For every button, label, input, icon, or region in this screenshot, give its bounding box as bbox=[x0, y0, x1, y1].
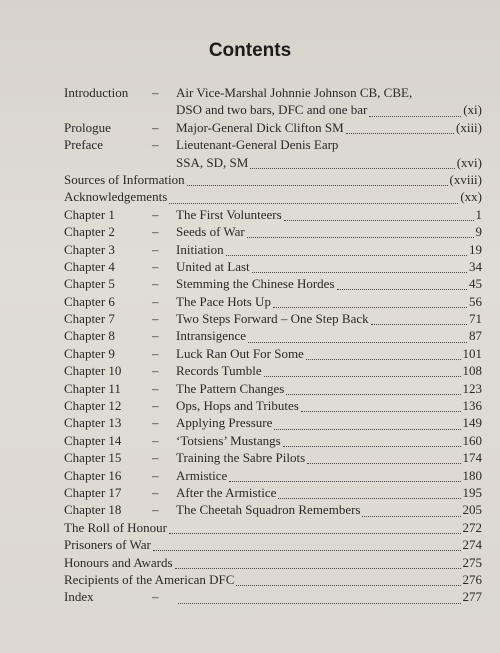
chapter-page: 108 bbox=[462, 363, 482, 379]
chapter-label: Chapter 3 bbox=[64, 241, 115, 257]
chapter-page: 101 bbox=[462, 345, 482, 361]
toc-entry-acknowledgements bbox=[64, 188, 482, 205]
dot-leader bbox=[362, 508, 460, 517]
toc-entry-chapter bbox=[64, 293, 482, 310]
chapter-label: Chapter 13 bbox=[64, 415, 122, 431]
chapter-page: 1 bbox=[475, 206, 482, 222]
chapter-dash: – bbox=[152, 311, 159, 327]
toc-entry-chapter bbox=[64, 223, 482, 240]
toc-entry-chapter bbox=[64, 414, 482, 431]
entry-dash: – bbox=[152, 137, 159, 153]
chapter-dash: – bbox=[152, 328, 159, 344]
chapter-page: 136 bbox=[462, 398, 482, 414]
chapter-page: 195 bbox=[462, 484, 482, 500]
entry-label: Index bbox=[64, 589, 94, 605]
chapter-page: 19 bbox=[469, 241, 482, 257]
entry-dash: – bbox=[152, 85, 159, 100]
dot-leader bbox=[250, 160, 454, 169]
toc-entry-chapter bbox=[64, 241, 482, 258]
dot-leader bbox=[284, 212, 474, 221]
chapter-dash: – bbox=[152, 450, 159, 466]
chapter-dash: – bbox=[152, 363, 159, 379]
chapter-label: Chapter 14 bbox=[64, 432, 122, 448]
chapter-label: Chapter 18 bbox=[64, 502, 122, 518]
dot-leader bbox=[274, 421, 460, 430]
chapter-label: Chapter 6 bbox=[64, 293, 115, 309]
toc-entry-chapter bbox=[64, 206, 482, 223]
dot-leader bbox=[248, 334, 467, 343]
chapter-title: ‘Totsiens’ Mustangs bbox=[176, 432, 281, 448]
chapter-page: 87 bbox=[469, 328, 482, 344]
entry-text: SSA, SD, SM bbox=[176, 154, 249, 170]
chapter-page: 45 bbox=[469, 276, 482, 292]
page-title: Contents bbox=[208, 40, 292, 61]
chapter-title: Training the Sabre Pilots bbox=[176, 450, 306, 466]
entry-label: Prologue bbox=[64, 119, 111, 135]
toc-entry-chapter bbox=[64, 362, 482, 379]
chapter-label: Chapter 8 bbox=[64, 328, 115, 344]
dot-leader bbox=[247, 229, 474, 238]
entry-label: Prisoners of War bbox=[64, 537, 151, 553]
entry-label: Recipients of the American DFC bbox=[64, 571, 235, 587]
dot-leader bbox=[153, 542, 461, 551]
toc-entry-chapter bbox=[64, 484, 482, 501]
toc-entry-chapter bbox=[64, 345, 482, 362]
chapter-dash: – bbox=[152, 241, 159, 257]
toc-entry-honours-and-awards bbox=[64, 554, 482, 571]
chapter-title: Seeds of War bbox=[176, 224, 245, 240]
toc-entry-chapter bbox=[64, 380, 482, 397]
chapter-dash: – bbox=[152, 293, 159, 309]
entry-label: Sources of Information bbox=[64, 171, 185, 187]
dot-leader bbox=[226, 247, 467, 256]
entry-text: DSO and two bars, DFC and one bar bbox=[176, 102, 368, 118]
toc-entry-chapter bbox=[64, 258, 482, 275]
chapter-list bbox=[64, 206, 482, 519]
chapter-page: 71 bbox=[469, 311, 482, 327]
chapter-label: Chapter 5 bbox=[64, 276, 115, 292]
entry-dash: – bbox=[152, 589, 159, 605]
chapter-title: Armistice bbox=[176, 467, 228, 483]
chapter-page: 160 bbox=[462, 432, 482, 448]
dot-leader bbox=[229, 473, 460, 482]
entry-label: Preface bbox=[64, 137, 103, 153]
chapter-label: Chapter 4 bbox=[64, 258, 115, 274]
chapter-title: Luck Ran Out For Some bbox=[176, 345, 304, 361]
entry-page: (xiii) bbox=[456, 119, 482, 135]
entry-page: (xviii) bbox=[449, 171, 482, 187]
toc-entry-roll-of-honour bbox=[64, 519, 482, 536]
chapter-label: Chapter 15 bbox=[64, 450, 122, 466]
entry-text: Lieutenant-General Denis Earp bbox=[176, 137, 339, 153]
entry-page: 277 bbox=[462, 589, 482, 605]
chapter-title: Two Steps Forward – One Step Back bbox=[176, 311, 369, 327]
chapter-label: Chapter 12 bbox=[64, 398, 122, 414]
chapter-dash: – bbox=[152, 206, 159, 222]
entry-page: 274 bbox=[462, 537, 482, 553]
dot-leader bbox=[178, 595, 461, 604]
dot-leader bbox=[346, 125, 454, 134]
chapter-dash: – bbox=[152, 484, 159, 500]
chapter-dash: – bbox=[152, 415, 159, 431]
entry-page: 275 bbox=[462, 554, 482, 570]
chapter-title: Records Tumble bbox=[176, 363, 262, 379]
toc-entry-introduction bbox=[64, 84, 482, 101]
entry-text: Major-General Dick Clifton SM bbox=[176, 119, 344, 135]
dot-leader bbox=[337, 281, 467, 290]
dot-leader bbox=[187, 177, 448, 186]
dot-leader bbox=[371, 316, 467, 325]
entry-label: Introduction bbox=[64, 85, 129, 100]
chapter-page: 123 bbox=[462, 380, 482, 396]
chapter-label: Chapter 11 bbox=[64, 380, 121, 396]
chapter-dash: – bbox=[152, 467, 159, 483]
entry-page: 272 bbox=[462, 519, 482, 535]
dot-leader bbox=[369, 108, 461, 117]
toc-entry-chapter bbox=[64, 432, 482, 449]
table-of-contents bbox=[64, 84, 482, 606]
chapter-page: 149 bbox=[462, 415, 482, 431]
entry-page: (xx) bbox=[460, 189, 482, 205]
dot-leader bbox=[169, 195, 458, 204]
chapter-title: United at Last bbox=[176, 258, 250, 274]
dot-leader bbox=[273, 299, 467, 308]
chapter-label: Chapter 7 bbox=[64, 311, 115, 327]
toc-entry-preface-cont bbox=[64, 154, 482, 171]
toc-entry-chapter bbox=[64, 397, 482, 414]
chapter-label: Chapter 1 bbox=[64, 206, 115, 222]
dot-leader bbox=[175, 560, 461, 569]
chapter-title: After the Armistice bbox=[176, 484, 277, 500]
dot-leader bbox=[307, 455, 460, 464]
chapter-page: 9 bbox=[475, 224, 482, 240]
chapter-title: Intransigence bbox=[176, 328, 247, 344]
dot-leader bbox=[252, 264, 467, 273]
dot-leader bbox=[283, 438, 461, 447]
toc-entry-recipients-american-dfc bbox=[64, 571, 482, 588]
toc-entry-preface bbox=[64, 136, 482, 153]
chapter-title: The First Volunteers bbox=[176, 206, 282, 222]
dot-leader bbox=[286, 386, 460, 395]
chapter-dash: – bbox=[152, 345, 159, 361]
dot-leader bbox=[278, 490, 460, 499]
entry-label: The Roll of Honour bbox=[64, 519, 167, 535]
toc-entry-chapter bbox=[64, 449, 482, 466]
entry-page: 276 bbox=[462, 571, 482, 587]
chapter-page: 205 bbox=[462, 502, 482, 518]
dot-leader bbox=[169, 525, 461, 534]
toc-entry-chapter bbox=[64, 467, 482, 484]
toc-entry-sources bbox=[64, 171, 482, 188]
entry-label: Honours and Awards bbox=[64, 554, 173, 570]
chapter-label: Chapter 10 bbox=[64, 363, 122, 379]
chapter-page: 56 bbox=[469, 293, 482, 309]
chapter-title: The Pattern Changes bbox=[176, 380, 285, 396]
dot-leader bbox=[236, 577, 460, 586]
chapter-title: Initiation bbox=[176, 241, 224, 257]
chapter-title: Ops, Hops and Tributes bbox=[176, 398, 299, 414]
chapter-title: The Pace Hots Up bbox=[176, 293, 271, 309]
chapter-dash: – bbox=[152, 224, 159, 240]
chapter-dash: – bbox=[152, 258, 159, 274]
chapter-dash: – bbox=[152, 276, 159, 292]
toc-entry-chapter bbox=[64, 327, 482, 344]
chapter-label: Chapter 17 bbox=[64, 484, 122, 500]
toc-entry-chapter bbox=[64, 501, 482, 518]
chapter-title: Stemming the Chinese Hordes bbox=[176, 276, 335, 292]
toc-entry-prologue bbox=[64, 119, 482, 136]
chapter-dash: – bbox=[152, 398, 159, 414]
entry-label: Acknowledgements bbox=[64, 189, 168, 205]
toc-entry-prisoners-of-war bbox=[64, 536, 482, 553]
entry-dash: – bbox=[152, 119, 159, 135]
toc-entry-index bbox=[64, 588, 482, 605]
dot-leader bbox=[301, 403, 461, 412]
chapter-dash: – bbox=[152, 380, 159, 396]
chapter-page: 174 bbox=[462, 450, 482, 466]
entry-text: Air Vice-Marshal Johnnie Johnson CB, CBE, bbox=[176, 85, 413, 100]
toc-entry-chapter bbox=[64, 310, 482, 327]
dot-leader bbox=[306, 351, 461, 360]
entry-page: (xvi) bbox=[456, 154, 482, 170]
dot-leader bbox=[264, 368, 461, 377]
chapter-dash: – bbox=[152, 432, 159, 448]
chapter-label: Chapter 2 bbox=[64, 224, 115, 240]
chapter-page: 34 bbox=[469, 258, 482, 274]
chapter-title: Applying Pressure bbox=[176, 415, 273, 431]
toc-entry-chapter bbox=[64, 275, 482, 292]
chapter-title: The Cheetah Squadron Remembers bbox=[176, 502, 361, 518]
chapter-label: Chapter 9 bbox=[64, 345, 115, 361]
chapter-page: 180 bbox=[462, 467, 482, 483]
chapter-label: Chapter 16 bbox=[64, 467, 122, 483]
chapter-dash: – bbox=[152, 502, 159, 518]
toc-entry-introduction-cont bbox=[64, 101, 482, 118]
entry-page: (xi) bbox=[463, 102, 482, 118]
